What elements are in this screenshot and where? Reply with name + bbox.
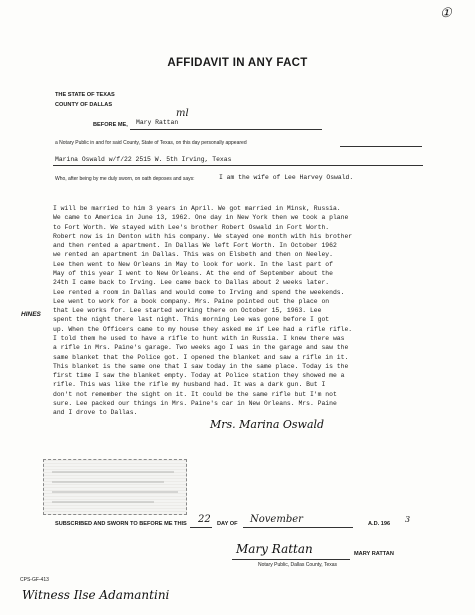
appeared-underline [340,146,422,147]
statement-line: I told them he used to have a rifle to hunt with in Russia. I knew there was [53,334,345,342]
notary-signature-underline [232,559,350,560]
year-digit: 3 [405,515,411,524]
statement-line: that Lee works for. Lee started working there on October 15, 1963. Lee [53,307,322,315]
statement-line: Lee went to work for a book company. Mrs. Paine pointed out the place on [53,297,330,305]
statement-line: a rifle in Mrs. Paine's garage. Two weeks ago I was in the garage and saw the [53,344,349,352]
statement-line: and then rented a apartment. In Dallas We left Fort Worth. In October 1962 [53,242,337,250]
statement-line: May of this year I went to New Orleans. At the end of September about the [53,269,333,277]
before-me-underline [130,129,322,130]
notary-clause: a Notary Public in and for said County, State of Texas, on this day personally appeared [55,140,247,146]
affiant-underline [53,165,423,166]
statement-line: Lee then went to New Orleans in May to look for work. In the last part of [53,260,333,268]
day-of-label: DAY OF [217,521,238,527]
statement-line: 24th I came back to Irving. Lee came back to Dallas about 2 weeks later. [53,279,330,287]
notary-signature: Mary Rattan [236,542,313,556]
statement-first-line: I am the wife of Lee Harvey Oswald. [219,174,354,181]
document-title: AFFIDAVIT IN ANY FACT [167,57,308,69]
statement-line: Lee rented a room in Dallas and would come to Irving and spend the weekends. [53,288,345,296]
statement-line: rifle. This was like the rifle my husband had. It was a dark gun. But I [53,381,326,389]
county-line: COUNTY OF DALLAS [55,102,113,108]
page-number-mark: ① [440,6,452,21]
before-me-label: BEFORE ME, [93,122,128,128]
notary-name-handwritten: Mary Rattan [136,119,179,126]
month-value: November [250,514,303,525]
day-underline [190,527,212,528]
sworn-clause: Who, after being by me duly sworn, on oath deposes and says: [55,176,195,182]
statement-line: up. When the Officers came to my house they asked me if Lee had a rifle rifle. [53,325,353,333]
ad-label: A.D. 196 [368,521,391,527]
statement-line: same blanket that the Police got. I opened the blanket and saw a rifle in it. [53,353,349,361]
statement-line: don't not remember the sight on it. It could be the same rifle but I'm not [53,390,337,398]
affiant-signature: Mrs. Marina Oswald [210,418,325,431]
day-value: 22 [198,514,211,525]
statement-line: and I drove to Dallas. [53,409,138,417]
notary-title: Notary Public, Dallas County, Texas [258,562,338,568]
state-line: THE STATE OF TEXAS [55,92,115,98]
statement-line: to Fort Worth. We stayed with Lee's brother Robert Oswald in Fort Worth. [53,223,330,231]
affiant-line: Marina Oswald w/f/22 2515 W. 5th Irving, Texas [55,156,232,163]
statement-body [53,204,433,417]
statement-line: spent the night there last night. This morning Lee was gone before I got [53,316,330,324]
subscribed-label: SUBSCRIBED AND SWORN TO BEFORE ME THIS [55,521,187,527]
statement-line: sure. Lee packed our things in Mrs. Paine's car in New Orleans. Mrs. Paine [53,399,337,407]
statement-line: We came to America in June 13, 1962. One day in New York then we took a plane [53,214,349,222]
statement-line: Robert now is in Denton with his company. We stayed one month with his brother [53,232,353,240]
margin-note: HINES [21,311,41,318]
notary-seal-stamp [43,459,187,515]
stamp-lines-graphic [44,460,186,514]
statement-line: we rented an apartment in Dallas. This was on Elsbeth and then on Neeley. [53,251,333,259]
month-underline [243,527,353,528]
statement-line: This blanket is the same one that I saw today in the same place. Today is the [53,362,349,370]
witness-signature: Witness Ilse Adamantini [22,588,170,602]
form-code: CPS-GF-413 [20,577,49,583]
notary-printed-name: MARY RATTAN [354,551,394,557]
notary-initials: ml [176,108,189,119]
statement-line: I will be married to him 3 years in April. We got married in Minsk, Russia. [53,205,341,212]
statement-line: first time I saw the blanket empty. Today at Police station they showed me a [53,372,345,380]
